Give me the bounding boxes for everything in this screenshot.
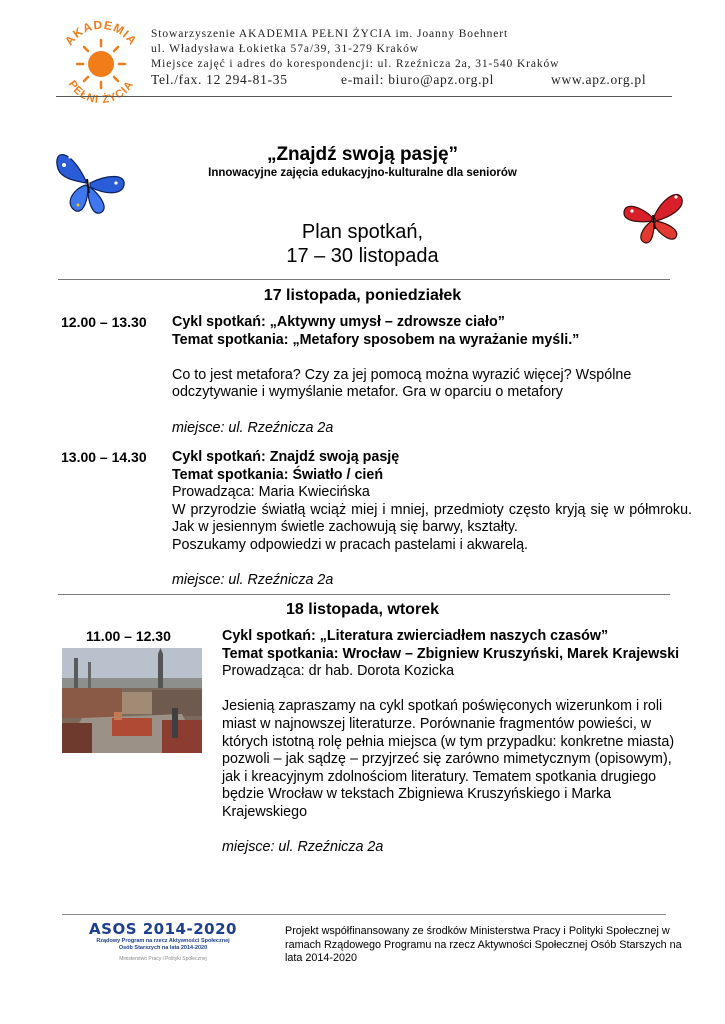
session-cycle: Cykl spotkań: Znajdź swoją pasję [172, 449, 400, 465]
session-description: Co to jest metafora? Czy za jej pomocą można wyrazić więcej? Wspólne odczytywanie i wymyślanie metafor. Gra w oparciu o metafory [172, 366, 632, 401]
asos-ministry: Ministerstwo Pracy i Polityki Społecznej [119, 956, 207, 962]
header-divider [56, 96, 672, 97]
plan-dates: 17 – 30 listopada [286, 245, 439, 267]
asos-program-line1: Rządowy Program na rzecz Aktywności Społecznej [96, 938, 230, 944]
session-time: 12.00 – 13.30 [61, 314, 147, 330]
header-phone: Tel./fax. 12 294-81-35 [151, 72, 288, 87]
session-place: miejsce: ul. Rzeźnicza 2a [222, 839, 384, 856]
header-email[interactable]: e-mail: biuro@apz.org.pl [341, 72, 495, 87]
session-description-2: Poszukamy odpowiedzi w pracach pastelami i akwarelą. [172, 536, 528, 553]
session-time: 11.00 – 12.30 [86, 628, 171, 644]
session-description: W przyrodzie światłą wciąż miej i mniej, przedmioty często kryją się w półmroku. Jak w jesiennym świetle zachowują się barwy, kształty. [172, 501, 692, 536]
academy-logo [56, 16, 146, 106]
page-title: „Znajdź swoją pasję” [266, 144, 459, 165]
svg-text:PEŁNI ŻYCIA: PEŁNI ŻYCIA [65, 78, 137, 106]
svg-text:AKADEMIA: AKADEMIA [61, 17, 141, 48]
session-cycle: Cykl spotkań: „Literatura zwierciadłem naszych czasów” [222, 628, 609, 644]
section-divider [58, 279, 670, 280]
session-place: miejsce: ul. Rzeźnicza 2a [172, 572, 334, 589]
footer-funding-note: Projekt współfinansowany ze środków Ministerstwa Pracy i Polityki Społecznej w ramach Rządowego Programu na rzecz Aktywności Społecznej Osób Starszych na lata 2014-2020 [285, 925, 682, 964]
wroclaw-market-square-photo [62, 648, 202, 753]
page-subtitle: Innowacyjne zajęcia edukacyjno-kulturalne dla seniorów [208, 167, 517, 179]
session-description: Jesienią zapraszamy na cykl spotkań poświęconych wizerunkom i roli miast w najnowszej literaturze. Porównanie fragmentów powieści, w których istotną rolę pełnia miejsca (w tym przypadku: konkretne miasta) pozwoli – jak sądzę – przyjrzeć się zarówno mimetycznym (opisowym), jak i kreacyjnym zdolnościom literatury. Tematem spotkania drugiego będzie Wrocław w tekstach Zbigniewa Kruszyńskiego i Marka Krajewskiego [222, 698, 675, 820]
header-org-name: Stowarzyszenie AKADEMIA PEŁNI ŻYCIA im. Joanny Boehnert [151, 28, 509, 40]
session-details [222, 628, 687, 857]
asos-logo [88, 920, 238, 975]
session-cycle: Cykl spotkań: „Aktywny umysł – zdrowsze ciało” [172, 314, 505, 330]
session-place: miejsce: ul. Rzeźnicza 2a [172, 419, 334, 436]
header-correspondence: Miejsce zajęć i adres do korespondencji: ul. Rzeźnicza 2a, 31-540 Kraków [151, 58, 560, 70]
session-leader: Prowadząca: dr hab. Dorota Kozicka [222, 663, 455, 680]
section-divider [58, 594, 670, 595]
day-heading: 17 listopada, poniedziałek [263, 287, 462, 304]
plan-heading [0, 220, 725, 268]
header-address: ul. Władysława Łokietka 57a/39, 31-279 Kraków [151, 43, 419, 55]
plan-title: Plan spotkań, [301, 221, 424, 243]
header-website[interactable]: www.apz.org.pl [551, 72, 647, 87]
footer-divider [62, 914, 666, 915]
asos-title: ASOS 2014-2020 [89, 920, 237, 938]
session-time: 13.00 – 14.30 [61, 449, 147, 465]
asos-program-line2: Osób Starszych na lata 2014-2020 [118, 945, 208, 951]
session-topic: Temat spotkania: Wrocław – Zbigniew Kruszyński, Marek Krajewski [222, 645, 680, 662]
day-heading: 18 listopada, wtorek [286, 601, 439, 618]
sun-icon [88, 51, 114, 77]
session-leader: Prowadząca: Maria Kwiecińska [172, 484, 370, 501]
session-details [172, 314, 672, 437]
session-topic: Temat spotkania: Światło / cień [172, 466, 384, 483]
session-topic: Temat spotkania: „Metafory sposobem na wyrażanie myśli.” [172, 331, 580, 348]
session-details [172, 449, 692, 590]
